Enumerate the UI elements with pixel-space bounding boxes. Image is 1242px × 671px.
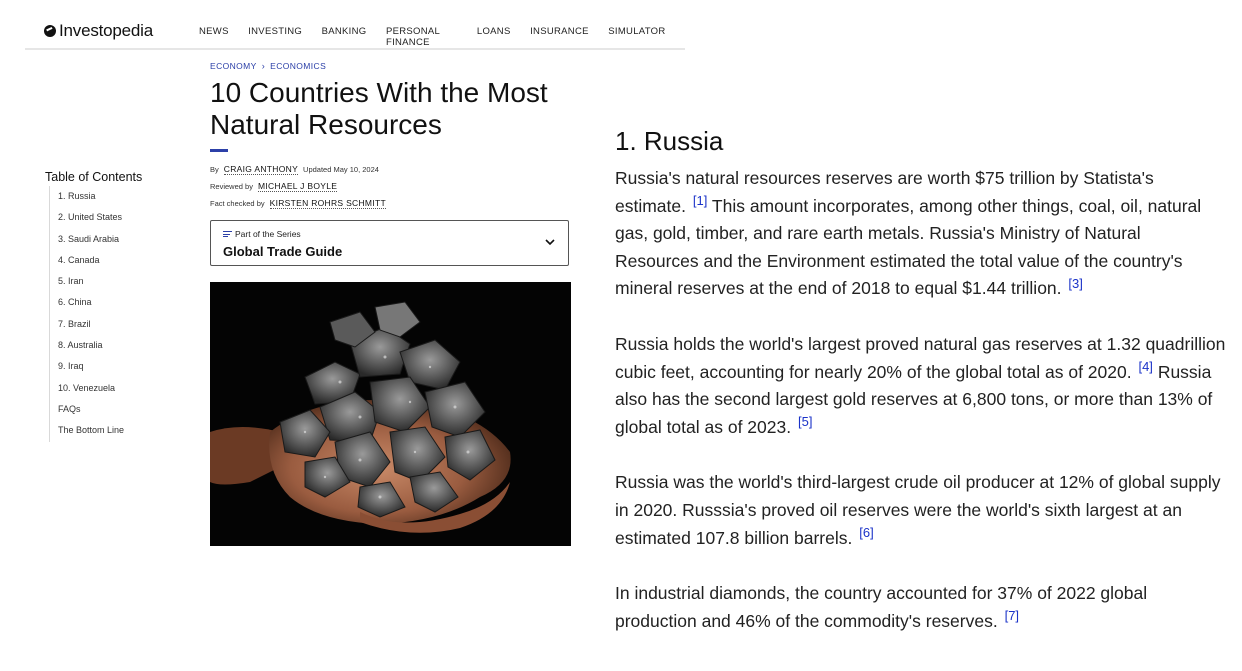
toc-item-venezuela[interactable]: 10. Venezuela [58,382,116,393]
by-label: By [210,165,219,174]
citation-link[interactable]: [7] [1004,607,1020,623]
table-of-contents [49,186,124,442]
breadcrumb-economics[interactable]: ECONOMICS [270,61,327,71]
main-nav [199,26,685,48]
toc-title: Table of Contents [45,170,143,184]
section-heading: 1. Russia [615,126,724,156]
toc-item-australia[interactable]: 8. Australia [58,340,103,351]
paragraph [615,331,1227,441]
breadcrumb [210,61,326,71]
paragraph-text: This amount incorporates, among other things, coal, oil, natural gas, gold, timber, and rare earth metals. Russia's Ministry of Natural Resources and the Environment estimated the total value of the country's mineral reserves at the end of 2018 to equal $1.44 trillion. [615,195,1202,299]
chevron-down-icon [544,236,556,248]
byline-factcheck [210,198,386,209]
reviewed-label: Reviewed by [210,182,253,191]
toc-item-united-states[interactable]: 2. United States [58,212,123,223]
citation-link[interactable]: [5] [797,413,813,429]
page-title: 10 Countries With the Most Natural Resources [210,77,548,140]
citation-link[interactable]: [1] [692,192,708,208]
reviewer-link[interactable]: MICHAEL J BOYLE [257,181,338,191]
investopedia-logo[interactable] [44,21,153,41]
paragraph-text: Russia also has the second largest gold reserves at 6,800 tons, or more than 13% of global total as of 2023. [615,361,1213,437]
paragraph [615,165,1227,303]
toc-item-saudi-arabia[interactable]: 3. Saudi Arabia [58,233,120,244]
toc-item-canada[interactable]: 4. Canada [58,254,100,265]
nav-simulator[interactable]: SIMULATOR [608,26,666,37]
title-accent-bar [210,149,228,152]
chevron-right-icon: › [261,61,266,71]
article-body [615,165,1227,663]
paragraph-text: Russia's natural resources reserves are worth $75 trillion by Statista's estimate. [615,168,1154,216]
paragraph-text: Russia holds the world's largest proved natural gas reserves at 1.32 quadrillion cubic feet, accounting for nearly 20% of the global total as of 2020. [615,333,1226,382]
byline-author [210,164,379,175]
hero-image [210,282,571,546]
paragraph [615,469,1227,552]
toc-item-brazil[interactable]: 7. Brazil [58,318,91,329]
nav-insurance[interactable]: INSURANCE [530,26,589,37]
toc-item-russia[interactable]: 1. Russia [58,191,96,201]
hand-with-rocks-illustration [210,282,571,546]
toc-item-faqs[interactable]: FAQs [58,403,81,414]
byline-reviewer [210,181,337,192]
fact-checker-link[interactable]: KIRSTEN ROHRS SCHMITT [269,198,386,208]
list-icon [223,230,232,239]
updated-date: Updated May 10, 2024 [303,165,379,174]
logo-mark-icon [44,25,56,37]
citation-link[interactable]: [6] [859,524,874,540]
series-name: Global Trade Guide [223,244,343,259]
toc-item-bottom-line[interactable]: The Bottom Line [58,425,125,436]
citation-link[interactable]: [3] [1068,275,1083,291]
nav-personal-finance[interactable]: PERSONAL FINANCE [385,26,440,48]
series-label: Part of the Series [235,229,301,239]
toc-item-china[interactable]: 6. China [58,297,92,308]
site-header [25,15,685,50]
series-label-row [223,229,301,239]
paragraph [615,580,1227,635]
paragraph-text: In industrial diamonds, the country accounted for 37% of 2022 global production and 46% of the commodity's reserves. [615,583,1148,631]
toc-item-iran[interactable]: 5. Iran [58,276,84,287]
author-link[interactable]: CRAIG ANTHONY [223,164,299,174]
nav-news[interactable]: NEWS [199,26,229,37]
factcheck-label: Fact checked by [210,199,265,208]
nav-banking[interactable]: BANKING [321,26,367,37]
series-dropdown[interactable] [210,220,569,266]
logo-text: Investopedia [59,21,154,40]
citation-link[interactable]: [4] [1138,358,1153,374]
paragraph-text: Russia was the world's third-largest crude oil producer at 12% of global supply in 2020. Russsia's proved oil reserves were the world's sixth largest at an estimated 107.8 billion barrels. [615,472,1221,548]
nav-loans[interactable]: LOANS [476,26,511,37]
toc-item-iraq[interactable]: 9. Iraq [58,361,84,372]
breadcrumb-economy[interactable]: ECONOMY [210,61,257,71]
nav-investing[interactable]: INVESTING [248,26,303,37]
